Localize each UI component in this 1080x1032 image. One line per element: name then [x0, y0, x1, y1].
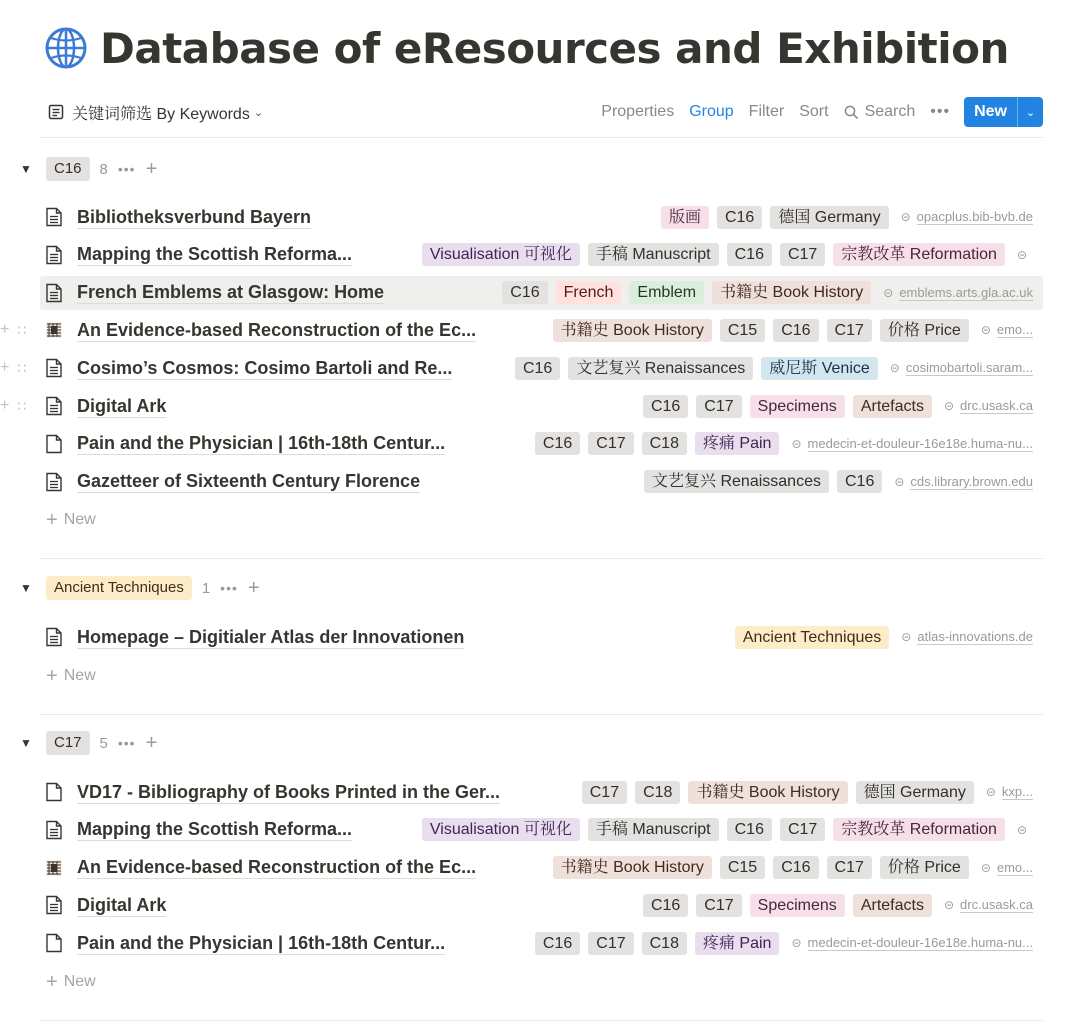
add-row-icon[interactable]: +	[0, 321, 10, 339]
tag: C16	[717, 206, 762, 229]
group-add-icon[interactable]: +	[145, 732, 158, 754]
link-icon: ⊝	[943, 399, 955, 413]
tag: C18	[642, 932, 687, 955]
url-link[interactable]	[944, 897, 1043, 913]
tag-list	[462, 357, 1043, 380]
tag: 书籍史 Book History	[712, 281, 871, 304]
list-item[interactable]	[40, 427, 1043, 461]
search-icon	[844, 105, 859, 120]
url-text: medecin-et-douleur-16e18e.huma-nu...	[807, 435, 1033, 451]
url-text: atlas-innovations.de	[917, 629, 1033, 644]
tag-list	[394, 281, 1043, 304]
grid-emblem-icon	[45, 858, 63, 878]
tag: Visualisation 可视化	[422, 818, 580, 841]
tag: 德国 Germany	[770, 206, 888, 229]
list-item[interactable]	[40, 276, 1043, 310]
sort-button[interactable]: Sort	[799, 103, 829, 120]
group-count: 1	[201, 579, 211, 597]
url-text: opacplus.bib-bvb.de	[916, 209, 1033, 224]
url-link[interactable]	[890, 360, 1043, 376]
link-icon: ⊝	[980, 860, 991, 875]
tag: 书籍史 Book History	[553, 319, 712, 342]
tag: Artefacts	[853, 894, 932, 917]
tag-list	[486, 319, 1043, 342]
page-icon	[45, 207, 63, 227]
url-text: emo...	[996, 322, 1033, 338]
url-link[interactable]	[791, 935, 1043, 951]
filter-button[interactable]: Filter	[748, 103, 785, 120]
database-toolbar	[40, 94, 1043, 130]
link-icon: ⊝	[1016, 247, 1027, 262]
group-button[interactable]: Group	[689, 103, 734, 120]
tag: C17	[696, 395, 741, 418]
tag: C16	[773, 319, 818, 342]
item-title[interactable]: Pain and the Physician | 16th-18th Centur...	[77, 433, 446, 454]
drag-handle-icon[interactable]: ∷	[17, 397, 26, 414]
list-item[interactable]	[40, 465, 1043, 499]
tag: 价格 Price	[880, 856, 969, 879]
tag: Specimens	[750, 894, 845, 917]
url-text: emo...	[996, 859, 1033, 875]
tag: C17	[827, 319, 872, 342]
tag: C17	[588, 932, 633, 955]
url-text: cosimobartoli.saram...	[905, 360, 1033, 376]
tag: Visualisation 可视化	[422, 243, 580, 266]
tag: 手稿 Manuscript	[588, 818, 719, 841]
group-more-icon[interactable]: •••	[117, 735, 136, 751]
group-header	[20, 729, 157, 757]
url-text: cds.library.brown.edu	[910, 473, 1033, 489]
chevron-down-icon: ⌄	[253, 106, 264, 119]
link-icon: ⊝	[900, 210, 911, 224]
tag-list	[474, 626, 1043, 649]
page-icon	[45, 895, 63, 915]
page-title: Database of eResources and Exhibition	[100, 23, 1009, 73]
tag: 疼痛 Pain	[695, 932, 779, 955]
tag: C17	[827, 856, 872, 879]
blank-page-icon	[45, 933, 63, 953]
url-link[interactable]	[901, 209, 1043, 225]
group-more-icon[interactable]: •••	[220, 580, 238, 596]
page-icon	[45, 396, 63, 416]
page-icon	[45, 283, 63, 303]
tag-list	[321, 206, 1043, 229]
tag-list	[176, 894, 1043, 917]
group-add-icon[interactable]: +	[145, 158, 158, 180]
tag-list	[362, 818, 1043, 841]
tag: Specimens	[750, 395, 845, 418]
item-title[interactable]: An Evidence-based Reconstruction of the Ec...	[77, 319, 477, 340]
list-item[interactable]	[40, 200, 1043, 234]
page-icon	[45, 472, 63, 492]
link-icon: ⊝	[889, 361, 900, 376]
list-item[interactable]	[40, 851, 1043, 885]
list-item[interactable]	[40, 389, 1043, 423]
add-new-row-button[interactable]	[46, 970, 96, 994]
list-item[interactable]	[40, 775, 1043, 809]
tag-list	[510, 781, 1043, 804]
tag: 宗教改革 Reformation	[833, 243, 1005, 266]
add-new-row-button[interactable]	[46, 664, 96, 688]
tag: C16	[773, 856, 818, 879]
group-header	[20, 155, 157, 183]
tag: 疼痛 Pain	[695, 432, 779, 455]
url-link[interactable]	[981, 860, 1043, 876]
list-item[interactable]	[40, 926, 1043, 960]
new-row-label: New	[63, 666, 96, 684]
caret-down-icon[interactable]: ▼	[20, 162, 32, 176]
group-name[interactable]: C16	[46, 157, 90, 181]
view-selector[interactable]	[40, 101, 263, 124]
page-icon	[45, 358, 63, 378]
group-count: 5	[99, 734, 108, 752]
url-link[interactable]	[791, 436, 1043, 452]
blank-page-icon	[45, 434, 63, 454]
group-more-icon[interactable]: •••	[117, 161, 136, 177]
tag: 文艺复兴 Renaissances	[568, 357, 753, 380]
link-icon: ⊝	[1016, 822, 1027, 837]
new-button[interactable]	[964, 97, 1043, 127]
tag-list	[486, 856, 1043, 879]
tag: C16	[535, 432, 580, 455]
divider	[40, 558, 1043, 559]
add-new-row-button[interactable]	[46, 508, 96, 532]
tag-list	[455, 432, 1043, 455]
link-icon: ⊝	[883, 285, 894, 300]
page-icon	[45, 245, 63, 265]
search-label: Search	[864, 103, 916, 120]
chevron-down-icon[interactable]: ⌄	[1017, 97, 1043, 127]
tag: 文艺复兴 Renaissances	[644, 470, 829, 493]
item-title[interactable]: An Evidence-based Reconstruction of the Ec...	[77, 857, 477, 878]
list-item[interactable]	[40, 620, 1043, 654]
drag-handle-icon[interactable]: ∷	[17, 359, 26, 376]
tag: 书籍史 Book History	[688, 781, 847, 804]
tag: C17	[780, 818, 825, 841]
tag: 宗教改革 Reformation	[833, 818, 1005, 841]
group-count: 8	[99, 160, 108, 178]
item-title[interactable]: Homepage – Digitialer Atlas der Innovationen	[77, 626, 465, 647]
search-button[interactable]	[844, 103, 916, 121]
globe-icon	[44, 26, 88, 70]
item-title[interactable]: Digital Ark	[77, 894, 167, 915]
url-link[interactable]	[986, 784, 1043, 800]
url-link[interactable]	[894, 474, 1043, 490]
plus-icon: +	[46, 971, 58, 993]
tag: French	[556, 281, 622, 304]
divider	[40, 1020, 1043, 1021]
url-link[interactable]	[1017, 823, 1043, 837]
item-title[interactable]: Mapping the Scottish Reforma...	[77, 819, 353, 840]
properties-button[interactable]: Properties	[601, 103, 675, 120]
tag: 价格 Price	[880, 319, 969, 342]
list-view-icon	[48, 104, 64, 120]
tag: C16	[502, 281, 547, 304]
drag-handle-icon[interactable]: ∷	[17, 321, 26, 338]
new-row-label: New	[63, 511, 96, 529]
tag: C18	[642, 432, 687, 455]
tag: C18	[635, 781, 680, 804]
tag-list	[455, 932, 1043, 955]
caret-down-icon[interactable]: ▼	[20, 736, 32, 750]
url-link[interactable]	[981, 322, 1043, 338]
link-icon: ⊝	[980, 323, 991, 338]
grid-emblem-icon	[45, 320, 63, 340]
tag: C16	[643, 395, 688, 418]
list-item[interactable]	[40, 888, 1043, 922]
tag: 版画	[661, 206, 709, 229]
plus-icon: +	[46, 664, 58, 687]
page-icon	[45, 820, 63, 840]
list-item[interactable]	[40, 813, 1043, 847]
page-icon	[45, 627, 63, 647]
row-drag-handle[interactable]	[0, 389, 25, 423]
tag-list	[176, 395, 1043, 418]
plus-icon: +	[46, 509, 58, 532]
new-button-label: New	[974, 103, 1007, 120]
url-link[interactable]	[1017, 248, 1043, 262]
item-title[interactable]: Digital Ark	[77, 395, 167, 416]
link-icon: ⊝	[901, 630, 912, 644]
item-title[interactable]: Pain and the Physician | 16th-18th Centur...	[77, 932, 446, 953]
tag: C17	[588, 432, 633, 455]
group-name[interactable]: C17	[46, 731, 90, 755]
item-title[interactable]: French Emblems at Glasgow: Home	[77, 282, 385, 303]
tag: C17	[696, 894, 741, 917]
view-label: 关键词筛选 By Keywords	[72, 105, 250, 123]
link-icon: ⊝	[894, 474, 905, 489]
tag: 书籍史 Book History	[553, 856, 712, 879]
url-link[interactable]	[883, 285, 1043, 301]
link-icon: ⊝	[985, 785, 996, 799]
tag: Emblem	[629, 281, 704, 304]
tag: C17	[780, 243, 825, 266]
tag: Artefacts	[853, 395, 932, 418]
group-add-icon[interactable]: +	[247, 577, 260, 599]
url-text: drc.usask.ca	[960, 897, 1033, 913]
tag: C16	[515, 357, 560, 380]
list-item[interactable]	[40, 351, 1043, 385]
divider	[40, 714, 1043, 715]
row-drag-handle[interactable]	[0, 313, 25, 347]
row-drag-handle[interactable]	[0, 351, 25, 385]
item-title[interactable]: Mapping the Scottish Reforma...	[77, 244, 353, 265]
tag-list	[362, 243, 1043, 266]
divider	[40, 137, 1043, 138]
tag: C16	[837, 470, 882, 493]
tag: C17	[582, 781, 627, 804]
url-text: emblems.arts.gla.ac.uk	[899, 284, 1033, 300]
tag: Ancient Techniques	[735, 626, 889, 649]
tag: 德国 Germany	[856, 781, 974, 804]
group-name[interactable]: Ancient Techniques	[46, 576, 192, 600]
url-link[interactable]	[901, 629, 1043, 645]
tag: 威尼斯 Venice	[761, 357, 878, 380]
tag: C16	[727, 243, 772, 266]
page-header	[44, 18, 1009, 78]
group-header	[20, 574, 260, 602]
list-item[interactable]	[40, 313, 1043, 347]
item-title[interactable]: Gazetteer of Sixteenth Century Florence	[77, 471, 421, 492]
url-text: medecin-et-douleur-16e18e.huma-nu...	[807, 935, 1033, 951]
tag: C15	[720, 856, 765, 879]
add-row-icon[interactable]: +	[0, 397, 10, 414]
tag: C15	[720, 319, 765, 342]
new-row-label: New	[63, 973, 96, 990]
link-icon: ⊝	[791, 436, 802, 451]
add-row-icon[interactable]: +	[0, 359, 10, 377]
caret-down-icon[interactable]: ▼	[20, 581, 32, 595]
item-title[interactable]: Bibliotheksverbund Bayern	[77, 206, 312, 227]
blank-page-icon	[45, 782, 63, 802]
tag: C16	[535, 932, 580, 955]
tag: C16	[727, 818, 772, 841]
tag-list	[430, 470, 1043, 493]
link-icon: ⊝	[791, 936, 802, 951]
tag: C16	[643, 894, 688, 917]
item-title[interactable]: VD17 - Bibliography of Books Printed in the Ger...	[77, 781, 501, 802]
link-icon: ⊝	[943, 898, 955, 913]
item-title[interactable]: Cosimo’s Cosmos: Cosimo Bartoli and Re...	[77, 357, 453, 378]
url-text: drc.usask.ca	[960, 398, 1033, 413]
list-item[interactable]	[40, 238, 1043, 272]
tag: 手稿 Manuscript	[588, 243, 719, 266]
url-text: kxp...	[1001, 784, 1033, 799]
url-link[interactable]	[944, 398, 1043, 414]
more-options-button[interactable]: •••	[930, 103, 951, 120]
